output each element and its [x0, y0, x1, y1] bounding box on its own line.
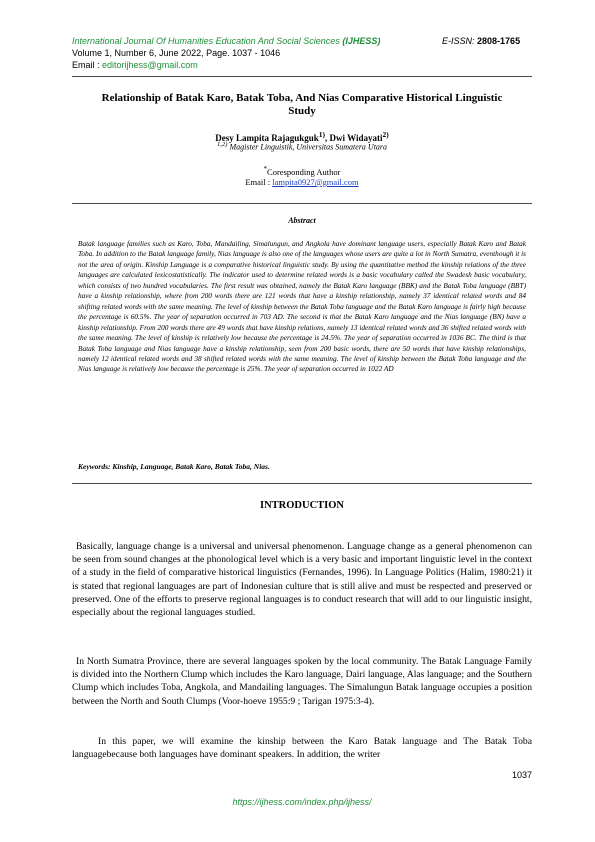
issn — [442, 36, 520, 46]
corresponding-author — [72, 165, 532, 177]
abstract-heading: Abstract — [288, 216, 316, 225]
article-title-line2: Study — [288, 105, 316, 117]
journal-email — [72, 60, 198, 70]
introduction-paragraph-1: Basically, language change is a universal and universal phenomenon. Language change as a general phenomenon can be seen from sound changes at the phonological level which is a very basic and important linguistic level in the context of a study in the field of comparative historical linguistics (Fernandes, 1996). In Language Politics (Halim, 1980:21) it is stated that regional languages are part of Indonesian culture that is still alive and must be respected and preserved or preserved. One of the efforts to preserve regional languages is to conduct research that will add to our linguistic insight, especially about the regional languages studied. — [72, 541, 532, 619]
journal-name — [72, 36, 380, 46]
journal-name-text: International Journal Of Humanities Education And Social Sciences — [72, 36, 340, 46]
author-2-sup: 2) — [382, 130, 389, 139]
article-title-line1: Relationship of Batak Karo, Batak Toba, And Nias Comparative Historical Linguistic — [101, 92, 503, 104]
abstract-top-divider — [72, 203, 532, 204]
issn-value: 2808-1765 — [477, 36, 521, 46]
article-title — [72, 92, 532, 118]
issn-label: E-ISSN: — [442, 36, 475, 46]
author-email-link[interactable]: lampita0927@gmail.com — [272, 177, 359, 187]
affiliation — [72, 141, 532, 152]
journal-email-link[interactable]: editorijhess@gmail.com — [102, 60, 198, 70]
author-email — [72, 177, 532, 187]
introduction-paragraph-2: In North Sumatra Province, there are several languages spoken by the local community. The Batak Language Family is divided into the Northern Clump which includes the Karo language, Dairi language, Alas language; and the Southern Clump which includes Toba, Angkola, and Mandailing languages. The Simalungun Batak language occupies a position between the North and South Clumps (Voor-hoeve 1955:9 ; Tarigan 1975:3-4). — [72, 656, 532, 707]
corresponding-sup: * — [263, 165, 268, 173]
author-1: Desy Lampita Rajagukguk — [215, 133, 319, 143]
affiliation-text: Magister Linguistik, Universitas Sumatera Utara — [227, 142, 388, 152]
abstract-bottom-divider — [72, 483, 532, 484]
introduction-heading: INTRODUCTION — [259, 500, 344, 511]
author-email-label: Email : — [245, 177, 271, 187]
keywords: Keywords: Kinship, Language, Batak Karo, Batak Toba, Nias. — [78, 462, 270, 471]
author-1-sup: 1) — [318, 130, 326, 139]
introduction-paragraph-3: In this paper, we will examine the kinship between the Karo Batak language and The Batak Toba languagebecause both languages have dominant speakers. In addition, the writer — [72, 736, 532, 761]
volume-line: Volume 1, Number 6, June 2022, Page. 1037 - 1046 — [72, 48, 281, 58]
abstract-body: Batak language families such as Karo, Toba, Mandailing, Simalungun, and Angkola have dominant language users, especially Batak Karo and Batak Toba. In addition to the Batak language family, Nias language is also one of the languages whose users are quite a lot in North Sumatra, eventhough it is not the area of origin. Kinship Language is a comparative historical linguistic study. By using the quantitative method the kinship relations of the three languages are calculated lexicostatistically. The indicator used to determine related words is a basic vocabulary called the Swadesh basic vocabulary, which consists of two hundred vocabularies. The first result was obtained, namely the Batak Karo language (BBK) and the Batak Toba language (BBT) have a kinship relationship, where from 200 words there are 121 words that have a kinship relationship, namely 37 identical related words and 84 shifting related words with the same meaning. The level of kinship between the Batak Toba language and the Batak Karo language is fairly high because the percentage is 60.5%. The year of separation occurred in 703 AD. The second is that the Batak Karo language and the Nias language (BN) have a kinship relationship. From 200 words there are 49 words that have kinship relations, namely 13 identical related words and 36 shifted related words with the same meaning. The level of kinship is relatively low because the percentage is 24.5%. The year of separation occurred in 1036 BC. The third is that Batak Toba language and Nias language have a kinship relationship, seen from 200 basic words, there are 50 words that have kinship relationships, namely 12 identical related words and 38 shifted related words with the same meaning. The level of kinship between the Batak Toba language and the Nias language is relatively low because the percentage is 25%. The year of separation occurred in 1022 AD — [78, 239, 526, 374]
author-separator: , Dwi Widayati — [325, 133, 383, 143]
footer-url-link[interactable]: https://ijhess.com/index.php/ijhess/ — [232, 797, 372, 807]
corresponding-label: Coresponding Author — [267, 166, 341, 177]
journal-abbreviation: (IJHESS) — [342, 36, 381, 46]
affiliation-sup: 1,2) — [216, 141, 228, 148]
header-divider — [72, 76, 532, 77]
journal-email-label: Email : — [72, 60, 100, 70]
page-number: 1037 — [511, 770, 532, 780]
